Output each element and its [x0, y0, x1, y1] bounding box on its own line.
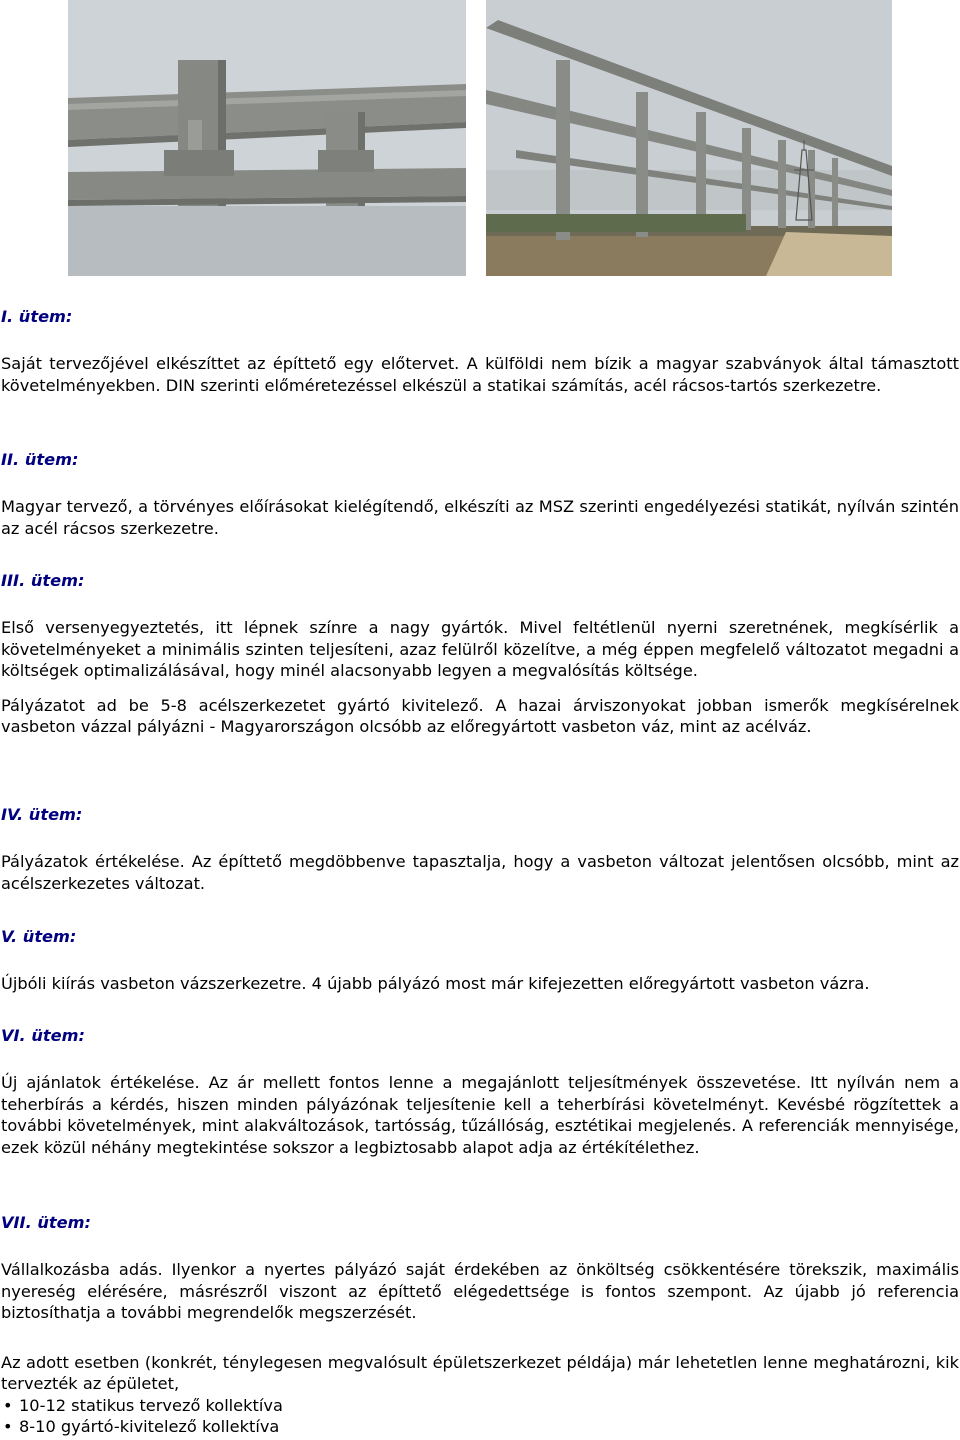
precast-frame-structure-image — [486, 0, 892, 276]
section-7 — [1, 1212, 959, 1324]
section-paragraph: Első versenyegyeztetés, itt lépnek színre a nagy gyártók. Mivel feltétlenül nyerni szeretnének, megkísérlik a követelményeket a minimális szinten teljesíteni, azaz felülről közelítve, a még éppen megfelelő változatot megadni a költségek optimalizálásával, hogy minél alacsonyabb legyen a megvalósítás költsége. — [1, 618, 959, 681]
section-2 — [1, 449, 959, 539]
concrete-frame-closeup-image — [68, 0, 466, 276]
section-1 — [1, 306, 959, 396]
concrete-frame-photo-left — [68, 0, 466, 276]
precast-frame-photo-right — [486, 0, 892, 276]
section-3 — [1, 570, 959, 737]
section-paragraph: Újbóli kiírás vasbeton vázszerkezetre. 4 újabb pályázó most már kifejezetten előregyártott vasbeton vázra. — [1, 974, 870, 994]
section-paragraph: Vállalkozásba adás. Ilyenkor a nyertes pályázó saját érdekében az önköltség csökkentésére törekszik, maximális nyereség elérésére, másrészről viszont az építtető elégedettsége is fontos szempont. Az újabb jó referencia biztosíthatja a további megrendelők megszerzését. — [1, 1260, 959, 1323]
section-heading: I. ütem: — [1, 307, 73, 326]
section-5 — [1, 926, 959, 995]
section-heading: V. ütem: — [1, 927, 77, 946]
section-6 — [1, 1025, 959, 1158]
section-heading: VII. ütem: — [1, 1213, 91, 1232]
section-heading: VI. ütem: — [1, 1026, 85, 1045]
section-heading: II. ütem: — [1, 450, 79, 469]
closing-paragraph: Az adott esetben (konkrét, ténylegesen megvalósult épületszerkezet példája) már lehetetlen lenne meghatározni, kik tervezték az épületet, — [1, 1353, 959, 1394]
closing-section — [1, 1352, 959, 1438]
section-heading: III. ütem: — [1, 571, 85, 590]
section-paragraph: Pályázatot ad be 5-8 acélszerkezetet gyártó kivitelező. A hazai árviszonyokat jobban ismerők megkísérelnek vasbeton vázzal pályázni - Magyarországon olcsóbb az előregyártott vasbeton váz, mint az acélváz. — [1, 695, 959, 737]
section-4 — [1, 804, 959, 894]
section-paragraph: Új ajánlatok értékelése. Az ár mellett fontos lenne a megajánlott teljesítmények összevetése. Itt nyílván nem a teherbírás a kérdés, hiszen minden pályázónak teljesítenie kell a teherbírási követelményt. Kevésbé rögzítettek a további követelmények, mint alakváltozások, tartósság, tűzállóság, esztétikai megjelenés. A referenciák mennyisége, ezek közül néhány megtekintése sokszor a legbiztosabb alapot adja az értékítélethez. — [1, 1073, 959, 1157]
section-paragraph: Magyar tervező, a törvényes előírásokat kielégítendő, elkészíti az MSZ szerinti engedélyezési statikát, nyílván szintén az acél rácsos szerkezetre. — [1, 497, 959, 538]
designer-list — [1, 1395, 959, 1438]
list-item: • 8-10 gyártó-kivitelező kollektíva — [19, 1416, 959, 1437]
section-heading: IV. ütem: — [1, 805, 83, 824]
list-item: • 10-12 statikus tervező kollektíva — [19, 1395, 959, 1416]
section-paragraph: Pályázatok értékelése. Az építtető megdöbbenve tapasztalja, hogy a vasbeton változat jelentősen olcsóbb, mint az acélszerkezetes változat. — [1, 852, 959, 893]
section-paragraph: Saját tervezőjével elkészíttet az építtető egy előtervet. A külföldi nem bízik a magyar szabványok által támasztott követelményekben. DIN szerinti előméretezéssel elkészül a statikai számítás, acél rácsos-tartós szerkezetre. — [1, 354, 959, 395]
